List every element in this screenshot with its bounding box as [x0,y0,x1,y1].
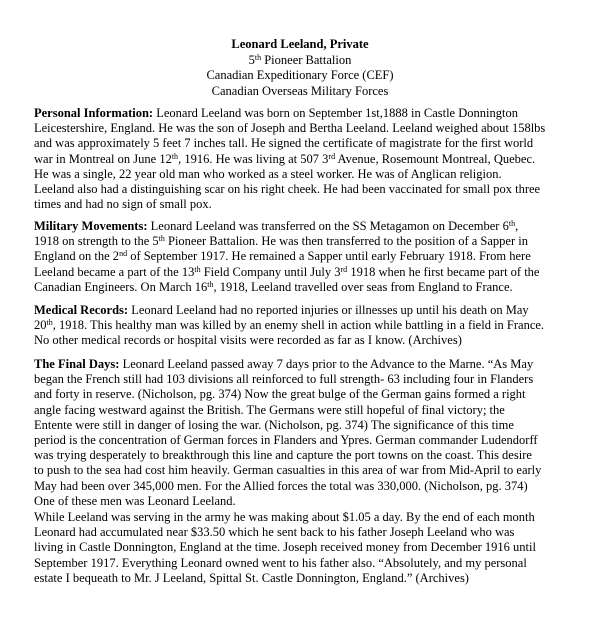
text-line: Leonard Leeland was born on September 1st,1888 in Castle Donnington [153,106,518,120]
text-line: England on the 2nd of September 1917. He remained a Sapper until early February 1918. From here [34,249,531,264]
medical-records-section: Medical Records: Leonard Leeland had no reported injuries or illnesses up until his death on May 20th, 1918. This healthy man was killed by an enemy shell in action while battling in a field in France. No other medical records or hospital visits were recorded as far as I know. (Archives) [34,303,574,349]
text-line: While Leeland was serving in the army he was making about $1.05 a day. By the end of each month [34,510,535,524]
military-movements-section: Military Movements: Leonard Leeland was transferred on the SS Metagamon on December 6th, 1918 on strength to the 5th Pioneer Battalion. He was then transferred to the position of a Sapper in England on the 2nd of September 1917. He remained a Sapper until early February 1918. From here Leeland became a part of the 13th Field Company until July 3rd 1918 when he first became part of the Canadian Engineers. On March 16th, 1918, Leeland travelled over seas from England to France. [34,219,574,295]
text-line: Canadian Engineers. On March 16th, 1918, Leeland travelled over seas from England to France. [34,279,513,294]
text-line: Entente were still in danger of losing the war. (Nicholson, pg. 374) The significance of this time [34,417,514,432]
text-line: began the French still had 103 divisions all reinforced to full strength- 63 including four in Flanders [34,372,534,387]
text-line: and forty in reserve. (Nicholson, pg. 374) Now the great bulge of the German gains formed a right [34,387,526,402]
pay-section [34,510,574,586]
document-header [0,37,600,99]
medical-records-label: Medical Records: [34,303,129,317]
text-line: He was a single, 22 year old man who worked as a steel worker. He was of Anglican religion. [34,166,502,181]
text-line: period is the concentration of German forces in Flanders and Ypres. German commander Ludendorff [34,433,538,448]
text-line: Leonard had accumulated near $33.50 which he sent back to his father Joseph Leeland who was [34,525,515,540]
text-line: to push to the sea had cost him heavily. German casualties in this area of war from Mid-April to early [34,463,542,478]
text-line: 1918 on strength to the 5th Pioneer Battalion. He was then transferred to the position of a Sapper in [34,234,528,249]
soldier-title: Leonard Leeland, Private [231,37,369,51]
battalion-number: 5 [248,52,255,67]
text-line: No other medical records or hospital visits were recorded as far as I know. (Archives) [34,333,462,348]
battalion-ordinal: th [254,52,262,62]
text-line: Leicestershire, England. He was the son of Joseph and Bertha Leeland. Leeland weighed about 158lbs [34,121,546,136]
battalion-name: Pioneer Battalion [261,52,352,67]
battalion-line [0,53,600,69]
personal-information-section [34,106,574,212]
text-line: times and had no sign of small pox. [34,197,212,212]
text-line: living in Castle Donnington, England at the time. Joseph received money from December 1916 until [34,540,536,555]
text-line: Leeland also had a distinguishing scar on his right cheek. He had been vaccinated for small pox three [34,182,541,197]
personal-information-label: Personal Information: [34,106,154,120]
force-line: Canadian Expeditionary Force (CEF) [206,68,394,82]
final-days-section: The Final Days: Leonard Leeland passed away 7 days prior to the Advance to the Marne. “As May began the French still had 103 divisions all reinforced to full strength- 63 including four in Flanders and forty in reserve. (Nicholson, pg. 374) Now the great bulge of the German gains formed a right angle facing westward against the British. The Germans were still hopeful of final victory; the Entente were still in danger of losing the war. (Nicholson, pg. 374) The significance of this time period is the concentration of German forces in Flanders and Ypres. German commander Ludendorff was trying desperately to breakthrough this line and capture the port towns on the coast. This desire to push to the sea had cost him heavily. German casualties in this area of war from Mid-April to early May had been over 345,000 men. For the Allied forces the total was 330,000. (Nicholson, pg. 374) One of these men was Leonard Leeland. [34,357,574,509]
text-line: estate I bequeath to Mr. J Leeland, Spittal St. Castle Donnington, England.” (Archives) [34,570,469,585]
text-line: May had been over 345,000 men. For the Allied forces the total was 330,000. (Nicholson, pg. 374) [34,478,528,493]
text-line: was trying desperately to breakthrough this line and capture the port towns on the coast. This desire [34,448,532,463]
text-line: angle facing westward against the British. The Germans were still hopeful of final victory; the [34,402,505,417]
text-line: 20th, 1918. This healthy man was killed by an enemy shell in action while battling in a field in France. [34,318,545,333]
text-line: Leeland became a part of the 13th Field Company until July 3rd 1918 when he first became part of the [34,264,540,279]
text-line: One of these men was Leonard Leeland. [34,493,236,508]
military-movements-label: Military Movements: [34,219,148,233]
final-days-label: The Final Days: [34,357,120,371]
text-line: September 1917. Everything Leonard owned went to his father also. “Absolutely, and my personal [34,555,527,570]
overseas-line: Canadian Overseas Military Forces [211,83,389,98]
text-line: war in Montreal on June 12th, 1916. He was living at 507 3rd Avenue, Rosemount Montreal, Quebec. [34,151,536,166]
text-line: and was approximately 5 feet 7 inches tall. He signed the certificate of magistrate for the first world [34,136,534,151]
